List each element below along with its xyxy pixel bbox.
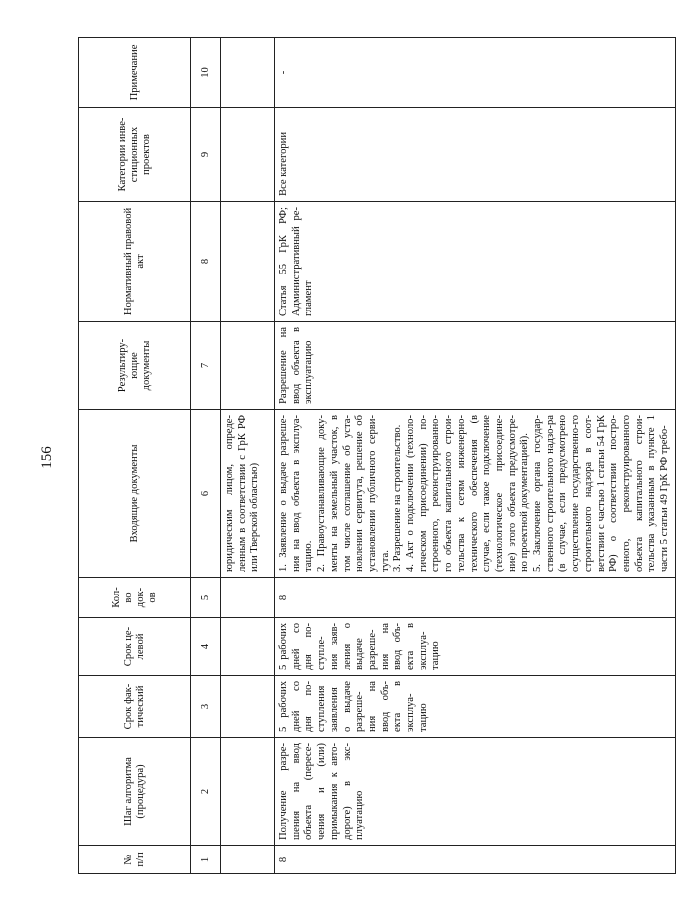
incoming-doc-item: 3. Разрешение на строительство. xyxy=(392,424,404,572)
target-term: 5 рабочих дней со дня по-ступле-ния заяв-ления о выдаче разреше-ния на ввод объ-екта в эксплуа-тацию xyxy=(275,618,676,676)
incoming-doc-item: 4. Акт о подключении (техноло-гическом присоединении) по-строенного, реконструированно-го объекта капитального строи-тельства к сетям инженерно-технического обеспечения (в случае, если такое подключение (технологическое присоедине-ние) этого объекта предусмотре-но проектной документацией). xyxy=(405,415,531,572)
row-number: 8 xyxy=(275,846,676,874)
header-cell: Срок це-левой xyxy=(79,618,191,676)
column-number: 7 xyxy=(191,322,221,410)
header-cell: Срок фак-тический xyxy=(79,676,191,738)
page-number: 156 xyxy=(38,446,55,469)
column-number: 6 xyxy=(191,410,221,578)
column-number: 9 xyxy=(191,108,221,202)
incoming-docs xyxy=(275,410,676,578)
result-docs: Разрешение на ввод объекта в эксплуатацию xyxy=(275,322,676,410)
column-number: 10 xyxy=(191,38,221,108)
incoming-doc-item: 1. Заявление о выдаче разреше-ния на ввод объекта в эксплуа-тацию. xyxy=(278,415,315,572)
rotated-table-page xyxy=(78,38,671,874)
header-cell: Результиру-ющие документы xyxy=(79,322,191,410)
column-number: 8 xyxy=(191,202,221,322)
header-cell: № п/п xyxy=(79,846,191,874)
column-number: 4 xyxy=(191,618,221,676)
legal-act: Статья 55 ГрК РФ; Административный ре-гламент xyxy=(275,202,676,322)
incoming-doc-item: 2. Правоустанавливающие доку-менты на земельный участок, в том числе соглашение об уста-новлении сервитута, решение об установлении публичного серви-тута. xyxy=(316,415,391,572)
continuation-row xyxy=(221,38,275,874)
column-number: 3 xyxy=(191,676,221,738)
column-number-row xyxy=(191,38,221,874)
column-number: 1 xyxy=(191,846,221,874)
actual-term: 5 рабочих дней со дня по-ступления заявления о выдаче разреше-ния на ввод объ-екта в эксплуа-тацию xyxy=(275,676,676,738)
note: - xyxy=(275,38,676,108)
docs-count: 8 xyxy=(275,578,676,618)
header-row xyxy=(79,38,191,874)
header-cell: Кол-во док-ов xyxy=(79,578,191,618)
header-cell: Категории инве-стиционных проектов xyxy=(79,108,191,202)
procedure-step: Получение разре-шения на ввод объекта (пересе-чения и (или) примыкания к авто-дороге) в экс-плуатацию xyxy=(275,738,676,846)
header-cell: Примечание xyxy=(79,38,191,108)
table-row xyxy=(275,38,676,874)
header-cell: Шаг алгоритма (процедура) xyxy=(79,738,191,846)
header-cell: Входящие документы xyxy=(79,410,191,578)
column-number: 2 xyxy=(191,738,221,846)
procedure-table xyxy=(78,37,676,874)
header-cell: Нормативный правовой акт xyxy=(79,202,191,322)
incoming-docs-continuation: юридическим лицом, опреде-ленным в соответствии с ГрК РФ или Тверской областью) xyxy=(221,410,275,578)
project-categories: Все категории xyxy=(275,108,676,202)
column-number: 5 xyxy=(191,578,221,618)
incoming-doc-item: 5. Заключение органа государ-ственного строительного надзо-ра (в случае, если предусмотрено осуществление государственно-го строительного надзора в соот-ветствии с частью 1 статьи 54 ГрК РФ) о соответствии постро-енного, реконструированного объекта капитального строи-тельства указанным в пункте 1 части 5 статьи 49 ГрК РФ требо- xyxy=(532,415,671,572)
